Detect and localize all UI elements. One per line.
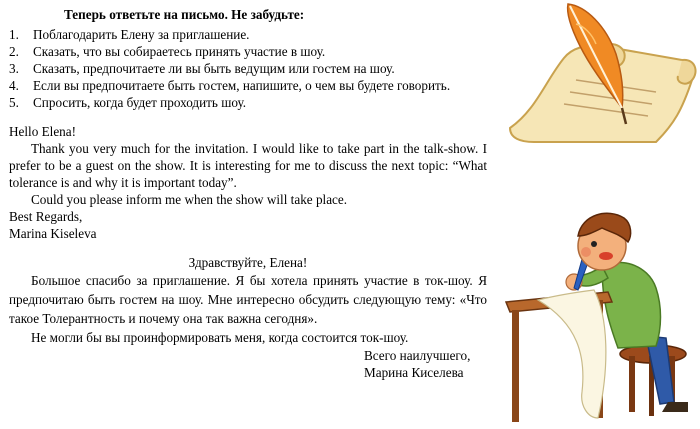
english-signature: Marina Kiseleva: [9, 226, 97, 241]
task-item: [9, 77, 487, 94]
english-greeting: Hello Elena!: [9, 124, 77, 139]
task-number: 3.: [9, 61, 19, 76]
russian-greeting: Здравствуйте, Елена!: [188, 255, 308, 270]
task-item: [9, 60, 487, 77]
task-list: [9, 26, 487, 111]
english-closing: Best Regards,: [9, 209, 83, 224]
task-number: 2.: [9, 44, 19, 59]
quill-and-scroll-icon: [506, 0, 700, 150]
document-text: [9, 6, 487, 381]
russian-letter: [9, 271, 487, 347]
task-text: Сказать, что вы собираетесь принять участие в шоу.: [33, 44, 326, 59]
task-item: [9, 94, 487, 111]
english-paragraph: Could you please inform me when the show will take place.: [31, 192, 348, 207]
task-number: 1.: [9, 27, 19, 42]
russian-signature: Марина Киселева: [364, 365, 464, 380]
task-text: Спросить, когда будет проходить шоу.: [33, 95, 247, 110]
russian-paragraph: Не могли бы вы проинформировать меня, когда состоится ток-шоу.: [31, 330, 409, 345]
russian-paragraph: Большое спасибо за приглашение. Я бы хотела принять участие в ток-шоу. Я предпочитаю быть гостем на шоу. Мне интересно обсудить следующую тему: «Что такое Толерантность и почему она так важна сегодня».: [9, 273, 487, 326]
task-heading: Теперь ответьте на письмо. Не забудьте:: [64, 7, 305, 22]
task-text: Если вы предпочитаете быть гостем, напишите, о чем вы будете говорить.: [33, 78, 451, 93]
task-text: Сказать, предпочитаете ли вы быть ведущим или гостем на шоу.: [33, 61, 395, 76]
task-item: [9, 43, 487, 60]
task-text: Поблагодарить Елену за приглашение.: [33, 27, 250, 42]
task-item: [9, 26, 487, 43]
writing-boy-icon: [498, 206, 700, 429]
task-number: 4.: [9, 78, 19, 93]
task-number: 5.: [9, 95, 19, 110]
english-letter: [9, 123, 487, 242]
russian-closing: Всего наилучшего,: [364, 348, 471, 363]
english-paragraph: Thank you very much for the invitation. I would like to take part in the talk-show. I prefer to be a guest on the show. It is interesting for me to discuss the next topic: “What tolerance is and why it is important today”.: [9, 141, 487, 190]
